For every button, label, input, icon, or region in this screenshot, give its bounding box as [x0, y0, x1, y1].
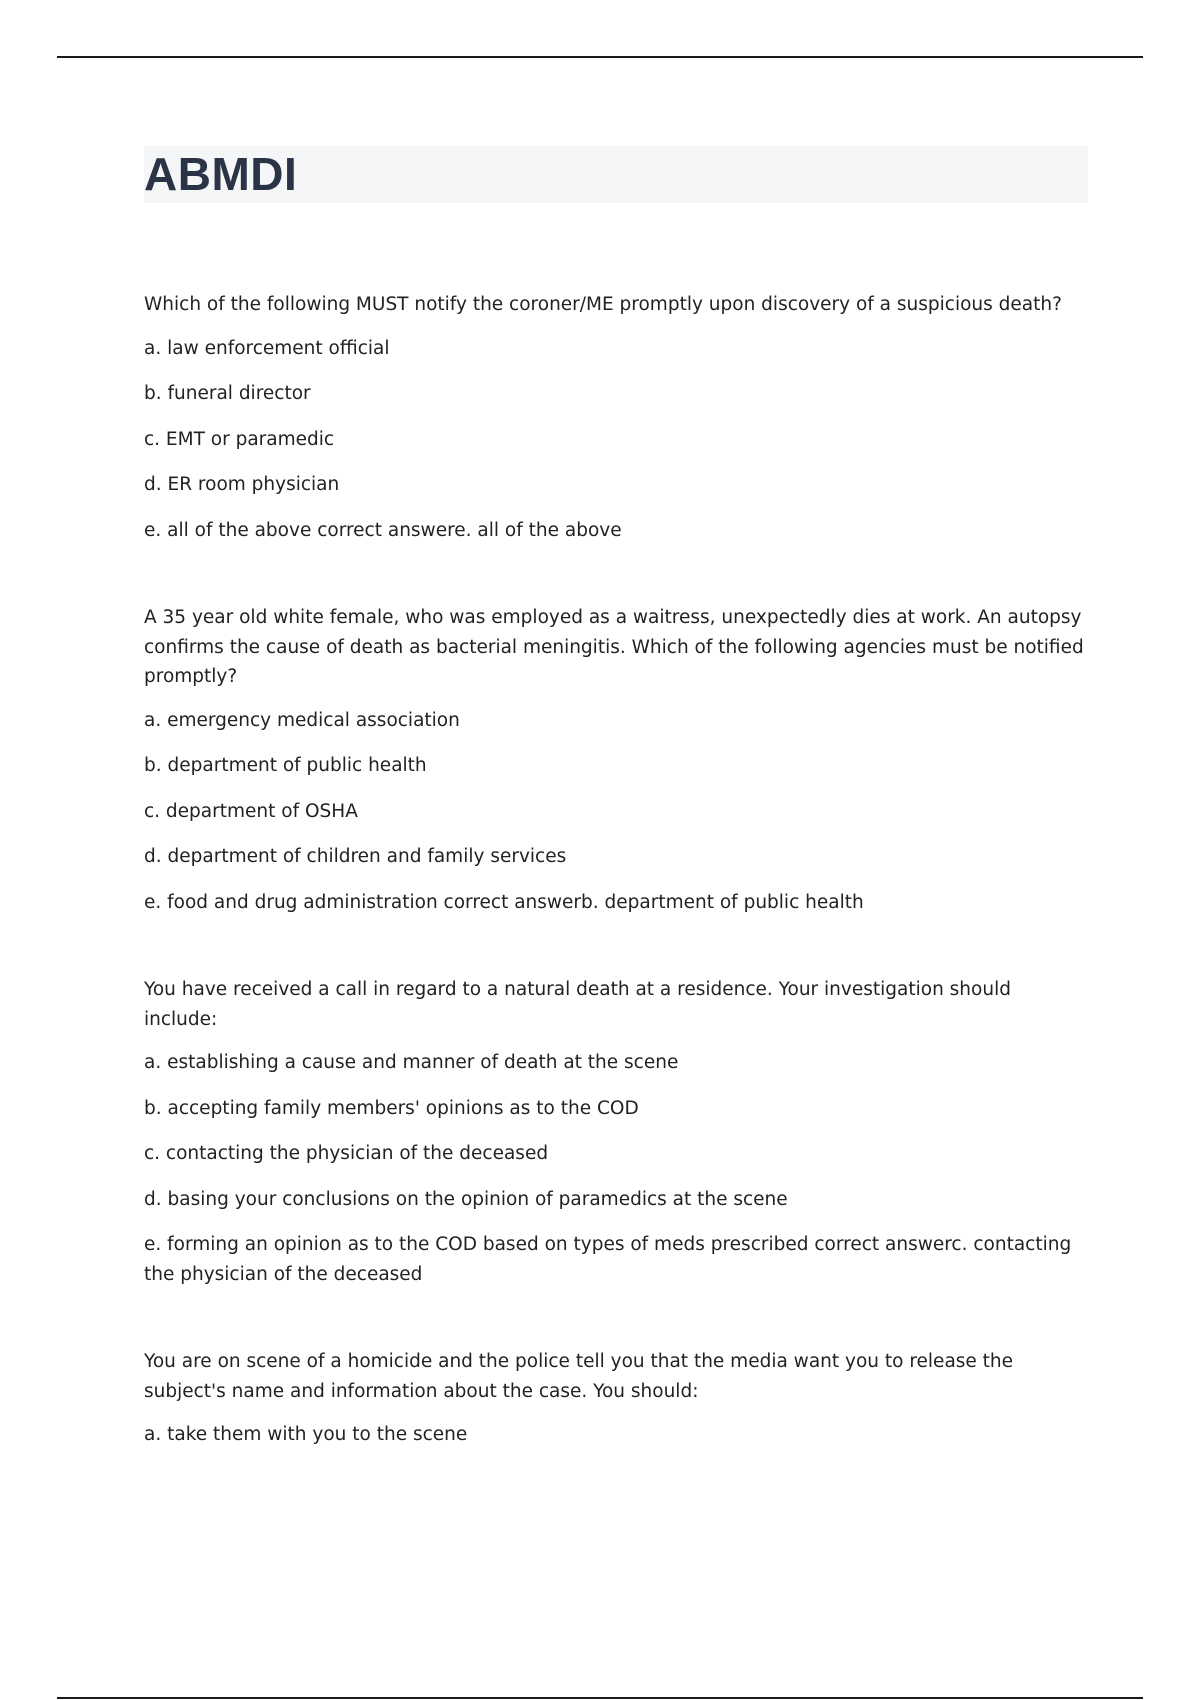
- answer-option: e. all of the above correct answere. all of the above: [144, 519, 622, 541]
- question-block-4: [144, 1347, 1088, 1450]
- question-text: Which of the following MUST notify the coroner/ME promptly upon discovery of a suspicious death?: [144, 294, 1062, 315]
- top-rule: [57, 56, 1143, 58]
- document-title: ABMDI: [144, 148, 298, 200]
- answer-option: d. department of children and family services: [144, 846, 567, 867]
- question-list: [144, 290, 1088, 1508]
- answer-option: d. ER room physician: [144, 474, 340, 495]
- question-block-3: [144, 975, 1088, 1289]
- answer-option: c. EMT or paramedic: [144, 428, 335, 450]
- bottom-rule: [57, 1697, 1143, 1699]
- answer-option: d. basing your conclusions on the opinion of paramedics at the scene: [144, 1188, 788, 1210]
- answer-option: a. take them with you to the scene: [144, 1424, 468, 1445]
- answer-option: b. department of public health: [144, 755, 427, 776]
- question-text: You are on scene of a homicide and the police tell you that the media want you to release the subject's name and information about the case. You should:: [144, 1351, 1014, 1402]
- answer-option: a. establishing a cause and manner of death at the scene: [144, 1052, 679, 1073]
- answer-option: b. accepting family members' opinions as to the COD: [144, 1097, 639, 1119]
- answer-option: b. funeral director: [144, 383, 311, 404]
- answer-option: e. forming an opinion as to the COD based on types of meds prescribed correct answerc. contacting the physician of the deceased: [144, 1234, 1072, 1285]
- answer-option: e. food and drug administration correct answerb. department of public health: [144, 891, 864, 913]
- answer-option: c. contacting the physician of the deceased: [144, 1143, 549, 1164]
- answer-option: a. emergency medical association: [144, 709, 460, 731]
- question-block-2: [144, 603, 1088, 917]
- question-text: A 35 year old white female, who was employed as a waitress, unexpectedly dies at work. An autopsy confirms the cause of death as bacterial meningitis. Which of the following agencies must be notified promptly?: [144, 607, 1084, 687]
- question-block-1: [144, 290, 1088, 545]
- question-text: You have received a call in regard to a natural death at a residence. Your investigation should include:: [144, 979, 1011, 1030]
- answer-option: c. department of OSHA: [144, 800, 358, 822]
- answer-option: a. law enforcement official: [144, 337, 390, 359]
